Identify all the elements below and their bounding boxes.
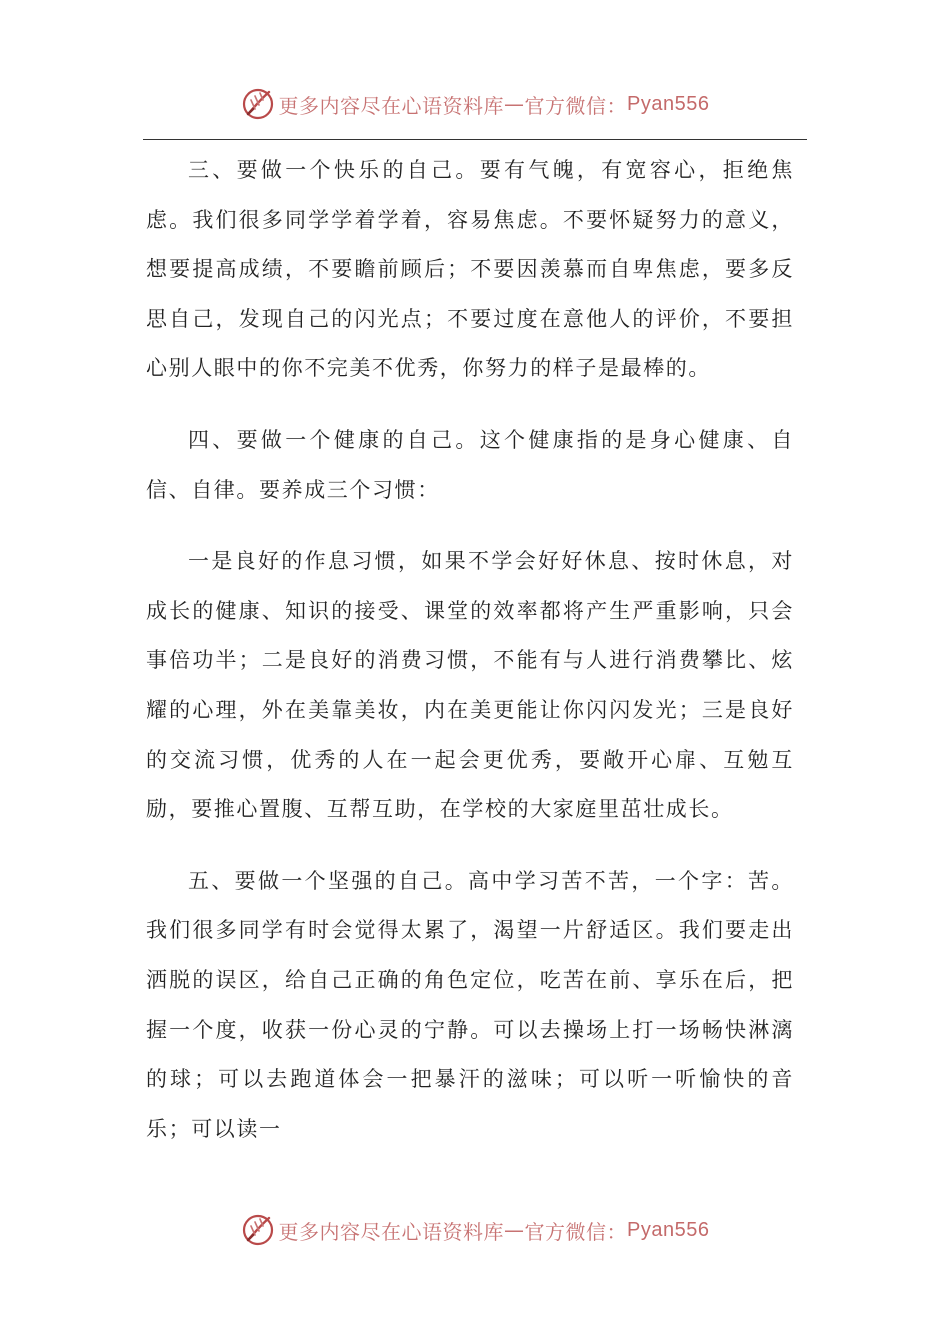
header-site-name: 更多内容尽在心语资料库 xyxy=(278,93,505,118)
header-wechat-label: 官方微信： xyxy=(524,93,628,118)
footer-wechat-label: 官方微信： xyxy=(524,1219,628,1244)
header-wechat-id: Pyan556 xyxy=(627,92,710,115)
paragraph-strong-self: 五、要做一个坚强的自己。高中学习苦不苦，一个字：苦。我们很多同学有时会觉得太累了，渴望一片舒适区。我们要走出洒脱的误区，给自己正确的角色定位，吃苦在前、享乐在后，把握一个度，收获一份心灵的宁静。可以去操场上打一场畅快淋漓的球；可以去跑道体会一把暴汗的滋味；可以听一听愉快的音乐；可以读一 xyxy=(146,868,794,1141)
header-banner xyxy=(0,84,950,124)
paragraph-healthy-self: 四、要做一个健康的自己。这个健康指的是身心健康、自信、自律。要养成三个习惯： xyxy=(146,427,794,502)
header-dash: — xyxy=(504,92,525,116)
footer-site-name: 更多内容尽在心语资料库 xyxy=(278,1219,505,1244)
paragraph-three-habits: 一是良好的作息习惯，如果不学会好好休息、按时休息，对成长的健康、知识的接受、课堂的效率都将产生严重影响，只会事倍功半；二是良好的消费习惯，不能有与人进行消费攀比、炫耀的心理，外在美靠美妆，内在美更能让你闪闪发光；三是良好的交流习惯，优秀的人在一起会更优秀，要敞开心扉、互勉互励，要推心置腹、互帮互助，在学校的大家庭里茁壮成长。 xyxy=(146,549,794,822)
header-divider xyxy=(143,139,807,140)
feather-pen-logo-icon xyxy=(241,87,275,121)
footer-banner xyxy=(0,1210,950,1250)
document-body xyxy=(146,146,794,1176)
footer-wechat-id: Pyan556 xyxy=(627,1218,710,1241)
footer-dash: — xyxy=(504,1218,525,1242)
feather-pen-logo-icon xyxy=(241,1213,275,1247)
paragraph-happy-self: 三、要做一个快乐的自己。要有气魄，有宽容心，拒绝焦虑。我们很多同学学着学着，容易焦虑。不要怀疑努力的意义，想要提高成绩，不要瞻前顾后；不要因羡慕而自卑焦虑，要多反思自己，发现自己的闪光点；不要过度在意他人的评价，不要担心别人眼中的你不完美不优秀，你努力的样子是最棒的。 xyxy=(146,158,794,381)
